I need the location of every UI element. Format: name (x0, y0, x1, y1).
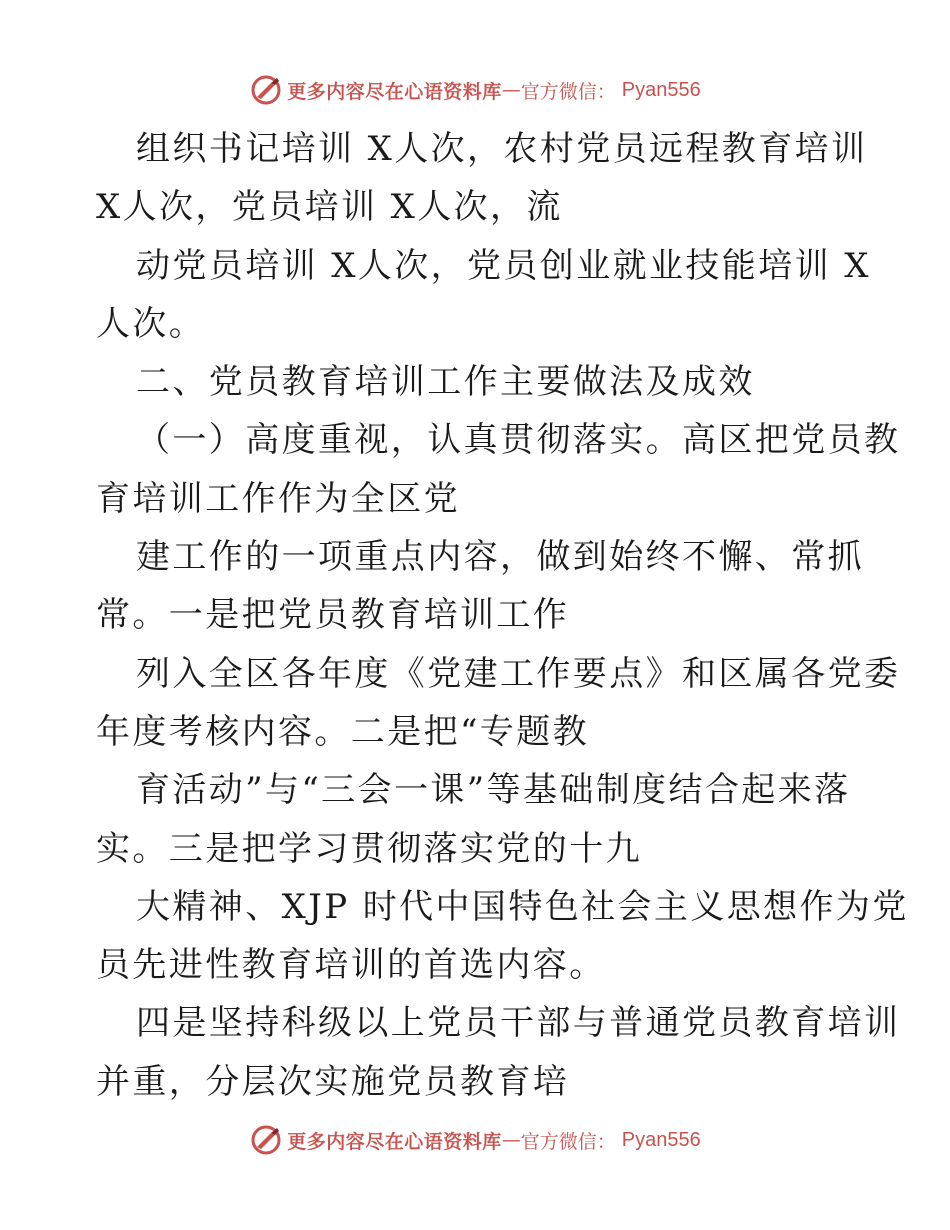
text-line: 员先进性教育培训的首选内容。 (96, 945, 606, 986)
text-line: 年度考核内容。二是把“专题教 (96, 711, 589, 752)
text-line: 实。三是把学习贯彻落实党的十九 (96, 828, 642, 869)
banner-wechat-label: 官方微信 (520, 1130, 597, 1153)
text-line: 列入全区各年度《党建工作要点》和区属各党委 (136, 653, 901, 694)
banner-separator: — (501, 79, 521, 101)
banner-slogan: 更多内容尽在心语资料库 (287, 80, 502, 103)
text-line: 常。一是把党员教育培训工作 (96, 595, 570, 636)
text-line: 组织书记培训 X人次，农村党员远程教育培训 (136, 129, 868, 169)
footer-banner (0, 1120, 950, 1160)
text-line: 建工作的一项重点内容，做到始终不懈、常抓 (136, 537, 864, 578)
banner-colon: ： (596, 80, 616, 103)
text-line: 大精神、XJP 时代中国特色社会主义思想作为党 (136, 886, 909, 927)
text-line: X人次，党员培训 X人次，流 (96, 187, 563, 228)
text-line: 动党员培训 X人次，党员创业就业技能培训 X (136, 245, 871, 286)
brand-logo-icon (249, 1123, 283, 1157)
document-body (96, 120, 909, 1111)
text-line: 育活动”与“三会一课”等基础制度结合起来落 (136, 770, 851, 811)
text-line: 人次。 (96, 303, 206, 344)
banner-wechat-id: Pyan556 (621, 78, 701, 101)
banner-separator: — (501, 1129, 521, 1151)
text-line: 四是坚持科级以上党员干部与普通党员教育培训 (136, 1003, 901, 1044)
text-line: 并重，分层次实施党员教育培 (96, 1061, 570, 1102)
banner-slogan: 更多内容尽在心语资料库 (287, 1130, 502, 1153)
banner-wechat-id: Pyan556 (621, 1128, 701, 1151)
section-heading: 二、党员教育培训工作主要做法及成效 (136, 362, 755, 403)
header-banner (0, 70, 950, 110)
text-line: （一）高度重视，认真贯彻落实。高区把党员教 (136, 420, 901, 461)
brand-logo-icon (249, 73, 283, 107)
banner-colon: ： (596, 1130, 616, 1153)
banner-wechat-label: 官方微信 (520, 80, 597, 103)
text-line: 育培训工作作为全区党 (96, 478, 460, 519)
